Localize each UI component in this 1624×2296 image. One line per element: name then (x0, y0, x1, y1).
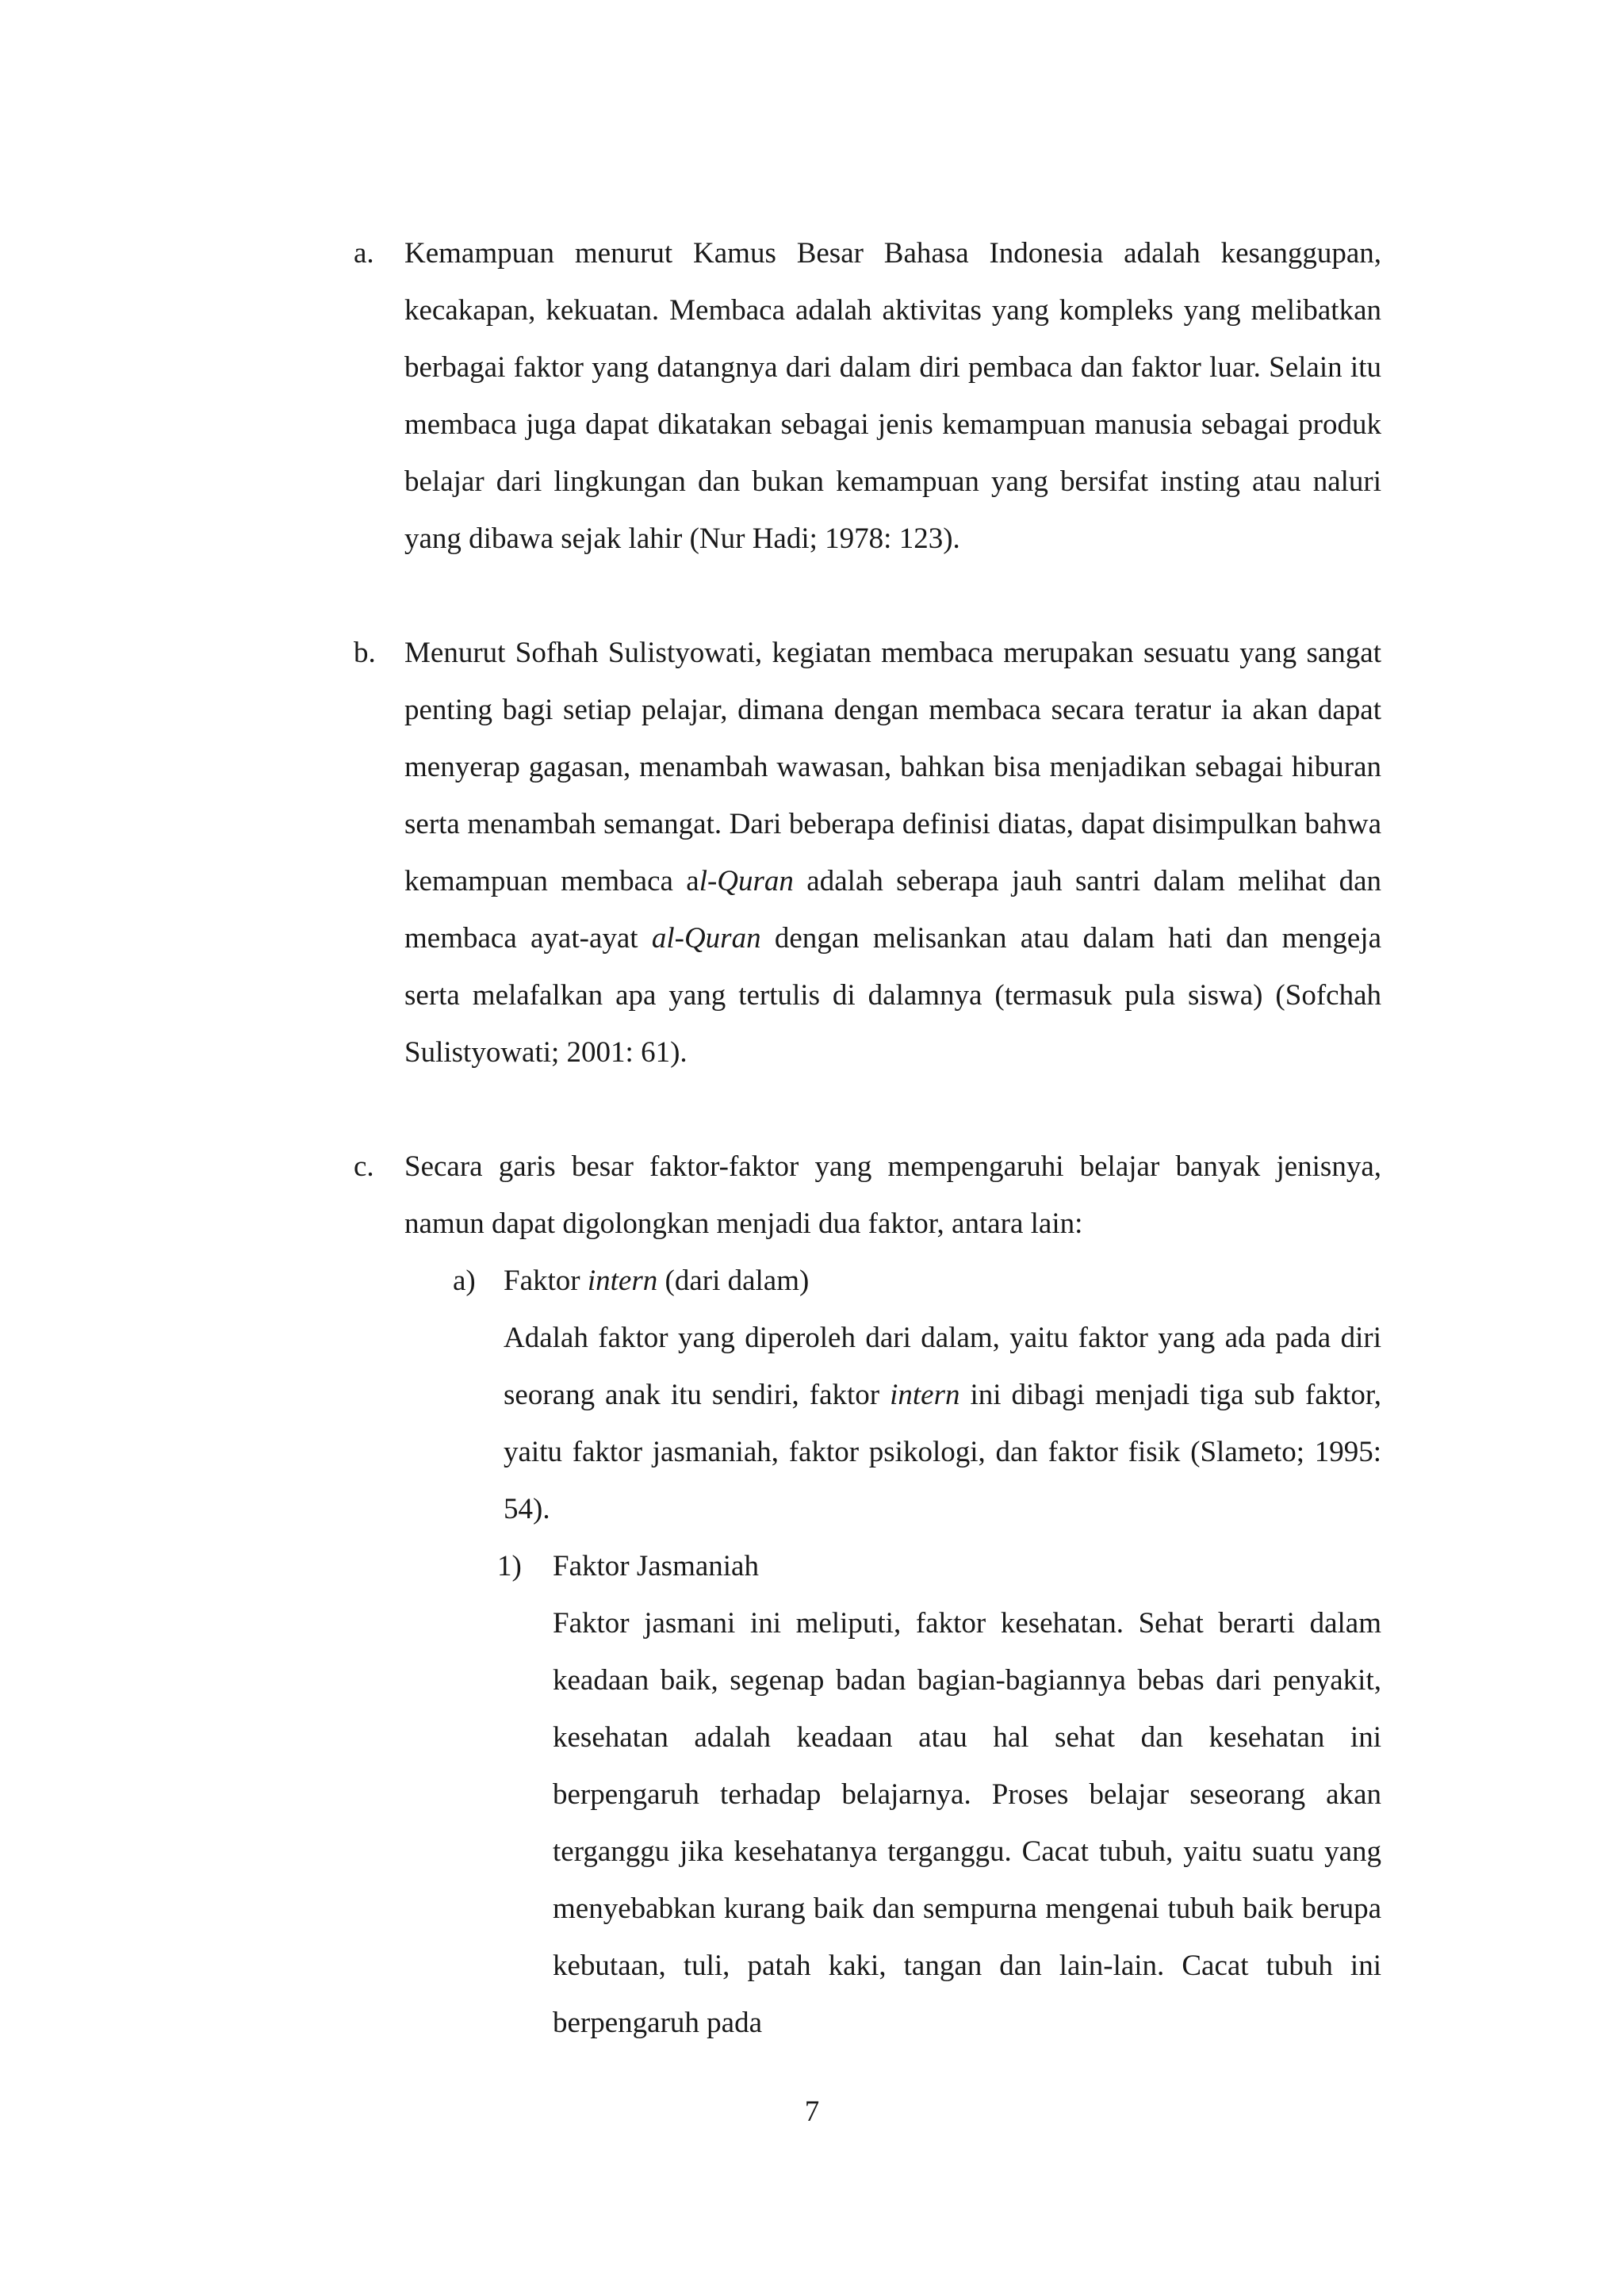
list-item-c (354, 1138, 1381, 1253)
paragraph-faktor-jasmani: Faktor jasmani ini meliputi, faktor kesehatan. Sehat berarti dalam keadaan baik, segenap badan bagian-bagiannya bebas dari penyakit, kesehatan adalah keadaan atau hal sehat dan kesehatan ini berpengaruh terhadap belajarnya. Proses belajar seseorang akan terganggu jika kesehatanya terganggu. Cacat tubuh, yaitu suatu yang menyebabkan kurang baik dan sempurna mengenai tubuh baik berupa kebutaan, tuli, patah kaki, tangan dan lain-lain. Cacat tubuh ini berpengaruh pada (553, 1607, 1381, 2039)
paragraph-kemampuan: Kemampuan menurut Kamus Besar Bahasa Indonesia adalah kesanggupan, kecakapan, kekuatan. Membaca adalah aktivitas yang kompleks yang melibatkan berbagai faktor yang datangnya dari dalam diri pembaca dan faktor luar. Selain itu membaca juga dapat dikatakan sebagai jenis kemampuan manusia sebagai produk belajar dari lingkungan dan bukan kemampuan yang bersifat insting atau naluri yang dibawa sejak lahir (Nur Hadi; 1978: 123). (404, 237, 1381, 555)
list-marker: a) (453, 1265, 476, 1297)
paragraph-faktor-intern: Adalah faktor yang diperoleh dari dalam, yaitu faktor yang ada pada diri seorang anak itu sendiri, faktor intern ini dibagi menjadi tiga sub faktor, yaitu faktor jasmaniah, faktor psikologi, dan faktor fisik (Slameto; 1995: 54). (504, 1322, 1381, 1525)
list-marker: c. (354, 1150, 374, 1183)
sub-heading: Faktor Jasmaniah (553, 1550, 759, 1582)
sub-item-faktor-jasmaniah (497, 1538, 1381, 2052)
list-marker: a. (354, 237, 374, 270)
sub-item-faktor-intern (453, 1253, 1381, 1538)
list-item-a (354, 225, 1381, 568)
paragraph-faktor-belajar: Secara garis besar faktor-faktor yang mempengaruhi belajar banyak jenisnya, namun dapat digolongkan menjadi dua faktor, antara lain: (404, 1150, 1381, 1240)
list-marker: b. (354, 637, 376, 669)
page-number: 7 (804, 2095, 820, 2128)
sub-heading: Faktor intern (dari dalam) (504, 1265, 810, 1297)
list-item-b (354, 625, 1382, 1081)
paragraph-sulistyowati: Menurut Sofhah Sulistyowati, kegiatan membaca merupakan sesuatu yang sangat penting bagi setiap pelajar, dimana dengan membaca secara teratur ia akan dapat menyerap gagasan, menambah wawasan, bahkan bisa menjadikan sebagai hiburan serta menambah semangat. Dari beberapa definisi diatas, dapat disimpulkan bahwa kemampuan membaca al-Quran adalah seberapa jauh santri dalam melihat dan membaca ayat-ayat al-Quran dengan melisankan atau dalam hati dan mengeja serta melafalkan apa yang tertulis di dalamnya (termasuk pula siswa) (Sofchah Sulistyowati; 2001: 61). (404, 637, 1382, 1069)
list-marker: 1) (497, 1550, 522, 1582)
